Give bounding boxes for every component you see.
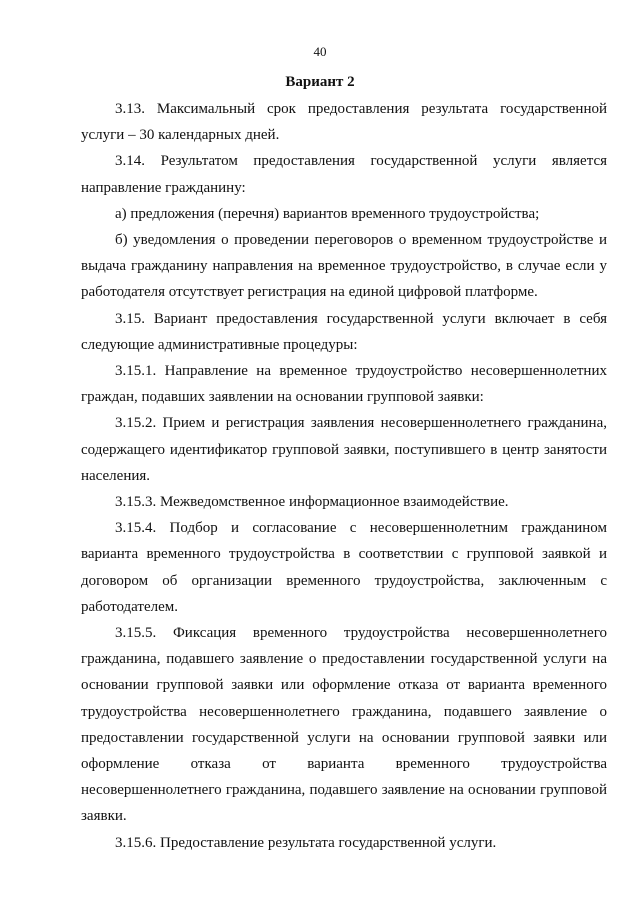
document-body <box>81 96 607 856</box>
section-heading: Вариант 2 <box>285 74 355 90</box>
paragraph-3-13: 3.13. Максимальный срок предоставления результата государственной услуги – 30 календарных дней. <box>81 101 607 144</box>
paragraph-item-a: а) предложения (перечня) вариантов временного трудоустройства; <box>115 205 540 222</box>
paragraph-3-15-6: 3.15.6. Предоставление результата государственной услуги. <box>115 834 497 851</box>
page-number: 40 <box>313 44 327 59</box>
paragraph-3-15-1: 3.15.1. Направление на временное трудоустройство несовершеннолетних граждан, подавших заявлении на основании групповой заявки: <box>81 363 607 406</box>
paragraph-3-14: 3.14. Результатом предоставления государственной услуги является направление гражданину: <box>81 153 607 196</box>
paragraph-3-15-4: 3.15.4. Подбор и согласование с несовершеннолетним гражданином варианта временного трудоустройства в соответствии с групповой заявкой и договором об организации временного трудоустройства, заключенным с работодателем. <box>81 520 607 615</box>
paragraph-3-15-3: 3.15.3. Межведомственное информационное взаимодействие. <box>115 494 509 511</box>
paragraph-3-15-5: 3.15.5. Фиксация временного трудоустройства несовершеннолетнего гражданина, подавшего заявление о предоставлении государственной услуги на основании групповой заявки или оформление отказа от варианта временного трудоустройства несовершеннолетнего гражданина, подавшего заявление о предоставлении государственной услуги на основании групповой заявки или оформление отказа от варианта временного трудоустройства несовершеннолетнего гражданина, подавшего заявление на основании групповой заявки. <box>81 625 607 825</box>
paragraph-3-15-2: 3.15.2. Прием и регистрация заявления несовершеннолетнего гражданина, содержащего идентификатор групповой заявки, поступившего в центр занятости населения. <box>81 415 607 484</box>
paragraph-3-15: 3.15. Вариант предоставления государственной услуги включает в себя следующие административные процедуры: <box>81 310 607 353</box>
paragraph-item-b: б) уведомления о проведении переговоров о временном трудоустройстве и выдача гражданину направления на временное трудоустройство, в случае если у работодателя отсутствует регистрация на единой цифровой платформе. <box>81 232 607 301</box>
